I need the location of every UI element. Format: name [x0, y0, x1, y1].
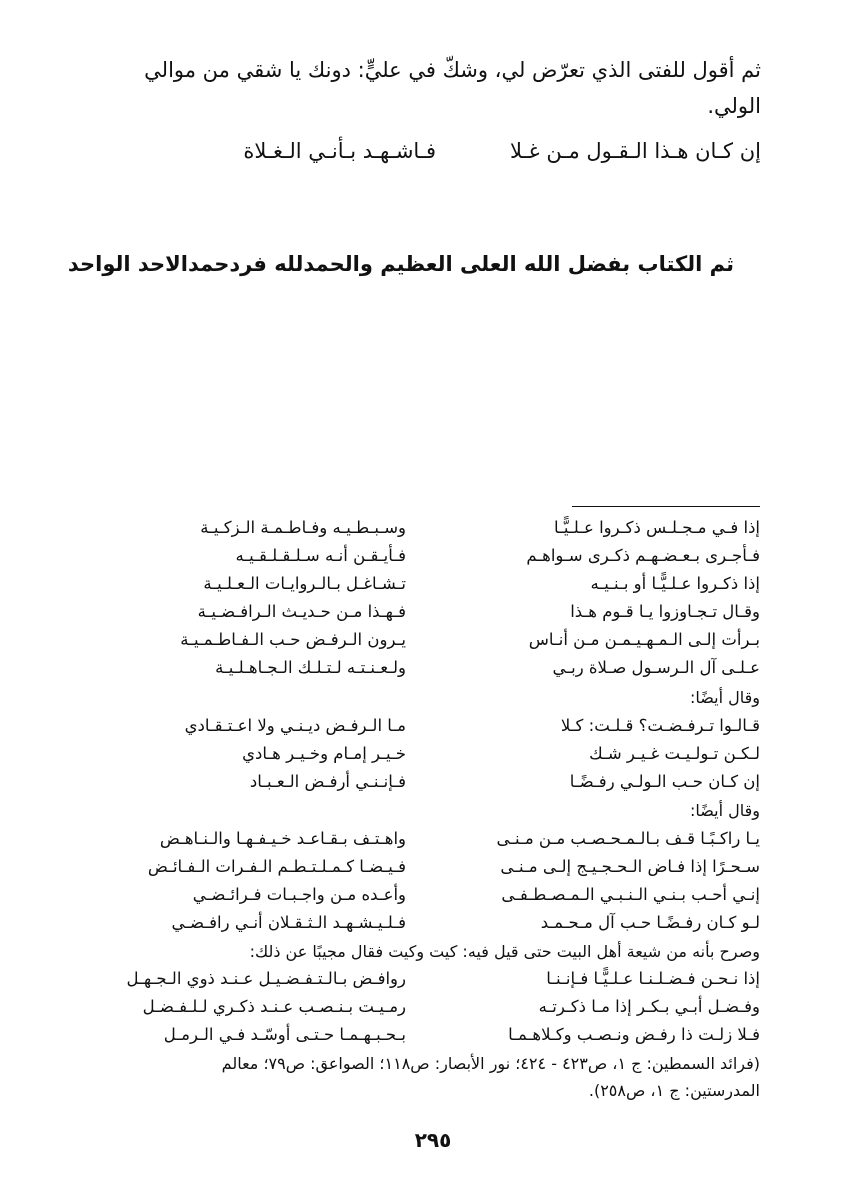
poem1-verse1-first: إذا فـي مـجـلـس ذكـروا عـلـيًّـا — [554, 518, 760, 537]
poem1-verse3-first: إذا ذكـروا عـلـيًّـا أو بـنـيـه — [590, 574, 760, 593]
poem4-verse2-second: رمـيـت بـنـصـب عـنـد ذكـري لـلـفـضـل — [142, 997, 406, 1016]
poem3-verse3-second: وأعـده مـن واجـبـات فـرائـضـي — [192, 885, 406, 904]
poem3-verse1-first: يـا راكـبًـا قـف بـالـمـحـصـب مـن مـنـى — [496, 829, 760, 848]
poem3-verse4-first: لـو كـان رفـضًـا حـب آل مـحـمـد — [540, 913, 760, 932]
poem2-verse1-second: مـا الـرفـض ديـنـي ولا اعـتـقـادي — [184, 716, 406, 735]
poem4-verse3-second: بـحـبـهـمـا حـتـى أوسّـد فـي الـرمـل — [163, 1025, 406, 1044]
poem3-verse2-first: سـحـرًا إذا فـاض الـحـجـيـج إلـى مـنـى — [500, 857, 760, 876]
closing-heading: ثم الكتاب بفضل الله العلى العظيم والحمدلله فردحمدالاحد الواحد — [67, 252, 734, 276]
poem1-verse6-second: ولـعـنـتـه لـتـلـك الـجـاهـلـيـة — [215, 658, 406, 677]
poem4-intro: وصرح بأنه من شيعة أهل البيت حتى قيل فيه: كيت وكيت فقال مجيبًا عن ذلك: — [249, 942, 760, 961]
poem2-verse2-first: لـكـن تـولـيـت غـيـر شـك — [589, 744, 760, 763]
poem1-verse2-second: فـأيـقـن أنـه سـلـقـلـقـيـه — [235, 546, 406, 565]
prose-line-1: ثم أقول للفتى الذي تعرّض لي، وشكّ في عليٍّ: دونك يا شقي من موالي — [144, 58, 761, 82]
poem2-verse2-second: خـيـر إمـام وخـيـر هـادي — [242, 744, 406, 763]
poem4-verse1-second: روافـض بـالـتـفـضـيـل عـنـد ذوي الـجـهـل — [126, 969, 406, 988]
page-number: ٢٩٥ — [414, 1128, 452, 1152]
poem4-verse3-first: فـلا زلـت ذا رفـض ونـصـب وكـلاهـمـا — [508, 1025, 760, 1044]
poem1-verse4-first: وقـال تـجـاوزوا يـا قـوم هـذا — [570, 602, 760, 621]
poem1-verse2-first: فـأجـرى بـعـضـهـم ذكـرى سـواهـم — [526, 546, 760, 565]
poem3-verse3-first: إنـي أحـب بـنـي الـنـبـي الـمـصـطـفـى — [501, 885, 760, 904]
poem1-verse5-second: يـرون الـرفـض حـب الـفـاطـمـيـة — [180, 630, 406, 649]
footnote-separator — [572, 506, 760, 507]
poem4-verse2-first: وفـضـل أبـي بـكـر إذا مـا ذكـرتـه — [538, 997, 760, 1016]
poem3-verse2-second: فـيـضـا كـمـلـتـطـم الـفـرات الـفـائـض — [147, 857, 406, 876]
poem1-verse4-second: فـهـذا مـن حـديـث الـرافـضـيـة — [197, 602, 406, 621]
poem1-verse3-second: تـشـاغـل بـالـروايـات الـعـلـيـة — [203, 574, 406, 593]
poem2-verse3-first: إن كـان حـب الـولـي رفـضًـا — [569, 772, 760, 791]
poem1-verse6-first: عـلـى آل الـرسـول صـلاة ربـي — [552, 658, 760, 677]
poem1-verse5-first: بـرأت إلـى الـمـهـيـمـن مـن أنـاس — [528, 630, 760, 649]
couplet-first-hemistich: إن كـان هـذا الـقـول مـن غـلا — [509, 139, 761, 163]
poem4-verse1-first: إذا نـحـن فـضـلـنـا عـلـيًّـا فـإنـنـا — [546, 969, 760, 988]
poem1-verse1-second: وسـبـطـيـه وفـاطـمـة الـزكـيـة — [200, 518, 406, 537]
prose-line-2: الولي. — [707, 94, 761, 118]
poem2-intro: وقال أيضًا: — [690, 688, 760, 707]
couplet-second-hemistich: فـاشـهـد بـأنـي الـغـلاة — [243, 139, 436, 163]
poem3-verse4-second: فـلـيـشـهـد الـثـقـلان أنـي رافـضـي — [171, 913, 406, 932]
footnote-line-1: (فرائد السمطين: ج ١، ص٤٢٣ - ٤٢٤؛ نور الأبصار: ص١١٨؛ الصواعق: ص٧٩؛ معالم — [221, 1054, 760, 1073]
footnote-line-2: المدرستين: ج ١، ص٢٥٨). — [588, 1081, 760, 1100]
poem2-verse1-first: قـالـوا تـرفـضـت؟ قـلـت: كـلا — [560, 716, 760, 735]
poem2-verse3-second: فـإنـنـي أرفـض الـعـبـاد — [249, 772, 406, 791]
poem3-intro: وقال أيضًا: — [690, 801, 760, 820]
poem3-verse1-second: واهـتـف بـقـاعـد خـيـفـهـا والـنـاهـض — [159, 829, 406, 848]
